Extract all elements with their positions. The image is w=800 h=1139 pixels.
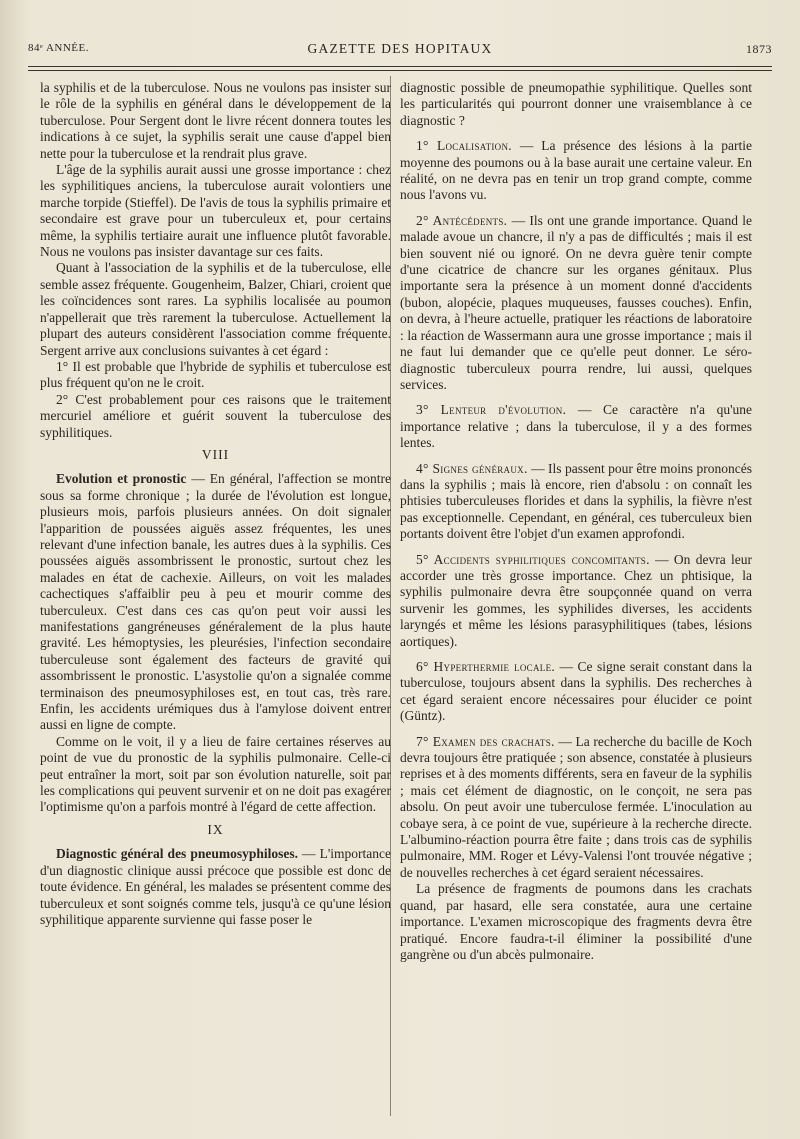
item-label: 2° Antécédents. (416, 212, 508, 228)
list-item (400, 213, 752, 393)
page-header (28, 40, 772, 62)
item-text: — La présence des lésions à la partie moyenne des poumons ou à la base aurait une certaine valeur. En réalité, on ne devra pas en tenir un trop grand compte, comme nous l'avons vu. (400, 138, 752, 203)
paragraph: diagnostic possible de pneumopathie syphilitique. Quelles sont les particularités qui pourront donner une vraisemblance à ce diagnostic ? (400, 80, 752, 128)
item-text: — Ils passent pour être moins prononcés dans la syphilis ; mais là encore, rien d'absolu : on connaît les phtisies tuberculeuses florides et dans la syphilis, la fièvre n'est pas exceptionnelle. Cependant, en général, ces tuberculeux bien portants doivent être l'objet d'un examen approfondi. (400, 460, 752, 542)
paragraph: L'âge de la syphilis aurait aussi une grosse importance : chez les syphilitiques anciens, la tuberculose aurait volontiers une marche torpide (Stieffel). De l'avis de tous la syphilis primaire et secondaire est grave pour un tuberculeux et, pour certains même, la syphilis tertiaire aurait une influence plutôt favorable. Nous ne voulons pas insister davantage sur ces faits. (40, 162, 391, 260)
paragraph: 2° C'est probablement pour ces raisons que le traitement mercuriel améliore et guérit souvent la tuberculose des syphilitiques. (40, 391, 391, 440)
item-text: — La recherche du bacille de Koch devra toujours être pratiquée ; son absence, constatée à plusieurs reprises et à des moments différents, sera en faveur de la syphilis ; mais cet élément de diagnostic, on le conçoit, ne sera pas absolu. On peut avoir une tuberculose fermée. L'inoculation au cobaye sera, à ce point de vue, supérieure à la recherche directe. L'albumino-réaction pourra être faite ; dans trois cas de syphilis pulmonaire, MM. Roger et Lévy-Valensi l'ont trouvée négative ; de nouvelles recherches à cet égard seraient nécessaires. (400, 733, 752, 880)
paragraph-text: — L'importance d'un diagnostic clinique aussi précoce que possible est donc de toute évidence. En général, les malades se présentent comme des tuberculeux et sont soignés comme tels, jusqu'à ce qu'une lésion syphilitique apparente survienne qui fasse poser le (40, 846, 391, 927)
list-item (400, 659, 752, 725)
header-rule-thin (28, 70, 772, 71)
item-label: 3° Lenteur d'évolution. (416, 402, 567, 418)
paragraph (40, 846, 391, 928)
section-heading: IX (207, 821, 224, 837)
paragraph-heading: Evolution et pronostic (56, 471, 187, 487)
paragraph: la syphilis et de la tuberculose. Nous ne voulons pas insister sur le rôle de la syphilis en général dans le développement de la tuberculose. Pour Sergent dont le livre récent donnera toutes les indications à ce sujet, la syphilis serait une cause d'appel bien nette pour la tuberculose et la rendrait plus grave. (40, 80, 391, 161)
item-label: 7° Examen des crachats. (416, 733, 555, 749)
volume-label: 84ᵉ ANNÉE. (28, 42, 89, 54)
paragraph (40, 471, 391, 734)
item-text: — Ce signe serait constant dans la tuberculose, toujours absent dans la syphilis. Des recherches à cet égard seraient encore nécessaires pour élucider ce point (Güntz). (400, 659, 752, 724)
header-rule-thick (28, 66, 772, 67)
item-label: 1° Localisation. (416, 138, 512, 154)
right-column (400, 80, 752, 963)
item-text: — On devra leur accorder une très grosse importance. Chez un phtisique, la syphilis pulmonaire devra être soupçonnée quand on verra survenir les gommes, les syphilides diverses, les accidents laryngés et même les lésions parasyphilitiques (tabes, lésions aortiques). (400, 551, 753, 649)
page-number: 1873 (746, 42, 772, 56)
paragraph: 1° Il est probable que l'hybride de syphilis et tuberculose est plus fréquent qu'on ne le croit. (40, 358, 391, 391)
paragraph-text: — En général, l'affection se montre sous sa forme chronique ; la durée de l'évolution est longue, plusieurs mois, parfois plusieurs années. On doit signaler l'apparition de poussées aiguës assez fréquentes, les unes relevant d'une infection banale, les autres dues à la syphilis. Ces poussées aiguës assombrissent le pronostic, surtout chez les malades en état de cachexie. Ailleurs, on voit les malades cachectiques s'affaiblir peu à peu et mourir comme des tuberculeux. C'est dans ces cas qu'on peut voir aussi les manifestations gangréneuses généralement de la plus haute gravité. Les hémoptysies, les pleurésies, l'infection secondaire tuberculeuse sont également des facteurs de gravité qui assombrissent le pronostic. L'asystolie qu'on a signalée comme terminaison des pneumosyphiloses est, en tout cas, très rare. Enfin, les accidents urémiques dus à l'amylose doivent entrer aussi en ligne de compte. (40, 471, 391, 733)
paragraph: Quant à l'association de la syphilis et de la tuberculose, elle semble assez fréquente. Gougenheim, Balzer, Chiari, croient que les coïncidences sont rares. La syphilis localisée au poumon n'appellerait que très rarement la tuberculose. Actuellement la plupart des auteurs considèrent l'association comme fréquente. Sergent arrive aux conclusions suivantes à cet égard : (40, 260, 391, 358)
item-label: 5° Accidents syphilitiques concomitants. (416, 551, 650, 567)
list-item (400, 734, 752, 882)
item-text: — Ce caractère n'a qu'une importance relative ; dans la tuberculose, il y a des formes lentes. (400, 402, 752, 451)
left-column (40, 80, 391, 928)
paragraph: La présence de fragments de poumons dans les crachats quand, par hasard, elle sera constatée, aura une certaine importance. L'examen microscopique des fragments devra être pratiqué. Encore faudra-t-il éliminer la possibilité d'une gangrène ou d'un abcès pulmonaire. (400, 881, 752, 962)
section-heading: VIII (201, 446, 230, 462)
item-label: 4° Signes généraux. (416, 460, 528, 476)
item-text: — Ils ont une grande importance. Quand le malade avoue un chancre, il n'y a pas de difficultés ; mais il est bien souvent nié ou ignoré. On ne devra guère tenir compte d'une cicatrice de chancre sur les organes génitaux. Plus importante sera la présence à un moment donné d'accidents (bubon, alopécie, plaques muqueuses, fausses couches). Enfin, on devra, à l'heure actuelle, pratiquer les réactions de laboratoire : la réaction de Wassermann aura une grosse importance ; mais il ne faut lui demander que ce qu'elle peut donner. Le séro-diagnostic tuberculeux pourra rendre, lui aussi, quelques services. (400, 212, 752, 392)
list-item (400, 402, 752, 451)
list-item (400, 461, 752, 543)
paragraph: Comme on le voit, il y a lieu de faire certaines réserves au point de vue du pronostic de la syphilis pulmonaire. Celle-ci peut entraîner la mort, soit par son évolution naturelle, soit par les complications qui peuvent survenir et on ne doit pas exagérer l'optimisme qu'on a parfois montré à l'égard de cette affection. (40, 733, 391, 815)
paragraph-heading: Diagnostic général des pneumosyphiloses. (56, 846, 299, 862)
journal-title: GAZETTE DES HOPITAUX (307, 41, 493, 56)
list-item (400, 552, 752, 650)
list-item (400, 138, 752, 204)
item-label: 6° Hyperthermie locale. (416, 659, 556, 674)
